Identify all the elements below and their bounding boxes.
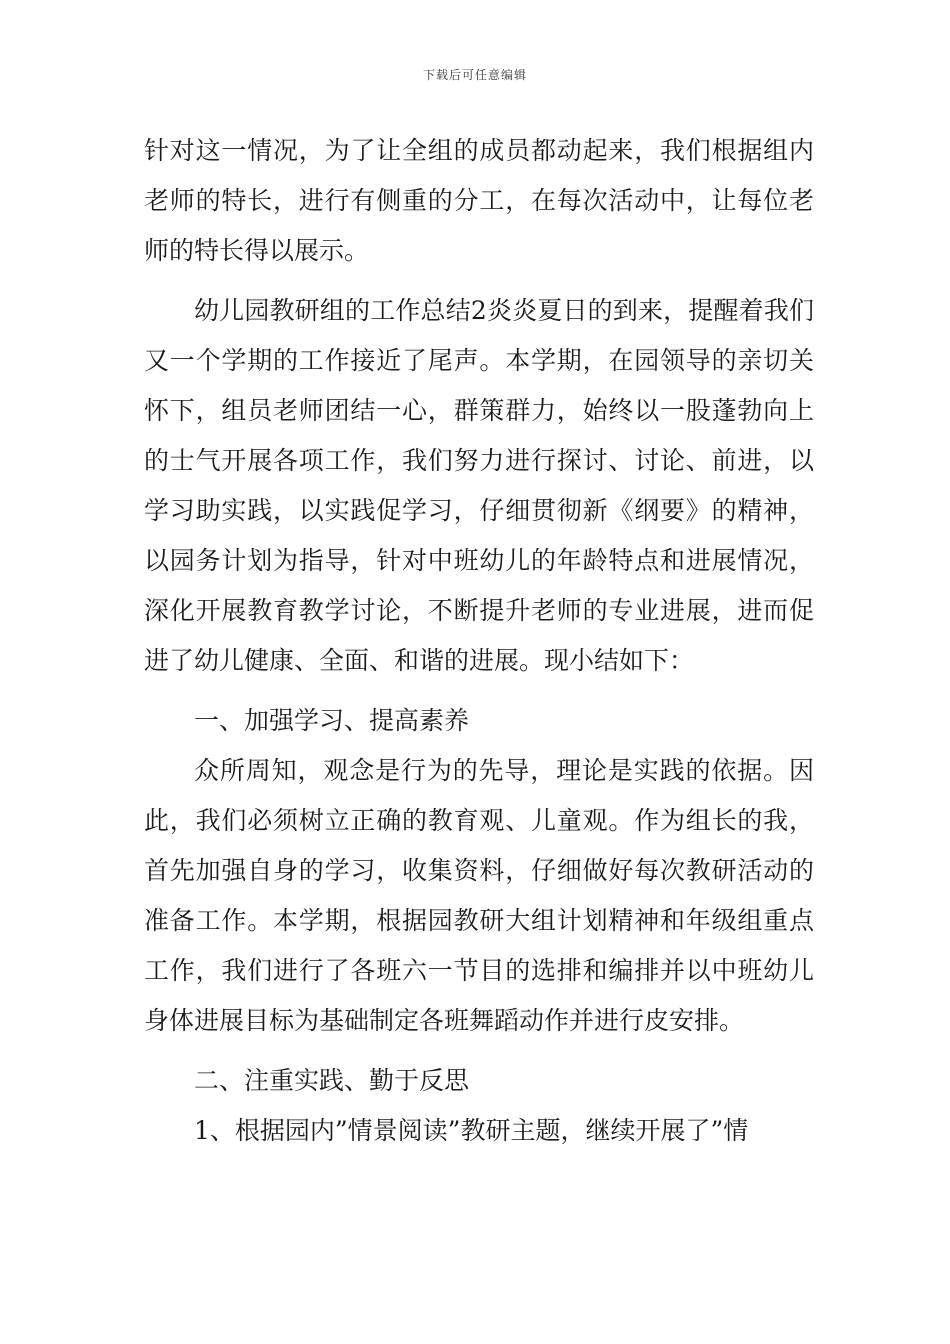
- page-header-note: 下载后可任意编辑: [422, 68, 527, 82]
- document-body: [144, 126, 814, 1156]
- paragraph-section-1: 众所周知，观念是行为的先导，理论是实践的依据。因此，我们必须树立正确的教育观、儿童观。作为组长的我，首先加强自身的学习，收集资料，仔细做好每次教研活动的准备工作。本学期，根据园教研大组计划精神和年级组重点工作，我们进行了各班六一节目的选排和编排并以中班幼儿身体进展目标为基础制定各班舞蹈动作并进行皮安排。: [144, 756, 814, 1035]
- paragraph-section-2-item-1: 1、根据园内”情景阅读”教研主题，继续开展了”情: [194, 1116, 749, 1145]
- section-heading-2: 二、注重实践、勤于反思: [194, 1066, 470, 1095]
- paragraph-continuation: 针对这一情况，为了让全组的成员都动起来，我们根据组内老师的特长，进行有侧重的分工，在每次活动中，让每位老师的特长得以展示。: [144, 136, 814, 265]
- section-heading-1: 一、加强学习、提高素养: [194, 706, 470, 735]
- paragraph-summary-intro: 幼儿园教研组的工作总结2炎炎夏日的到来，提醒着我们又一个学期的工作接近了尾声。本学期，在园领导的亲切关怀下，组员老师团结一心，群策群力，始终以一股蓬勃向上的士气开展各项工作，我们努力进行探讨、讨论、前进，以学习助实践，以实践促学习，仔细贯彻新《纲要》的精神，以园务计划为指导，针对中班幼儿的年龄特点和进展情况，深化开展教育教学讨论，不断提升老师的专业进展，进而促进了幼儿健康、全面、和谐的进展。现小结如下：: [144, 296, 814, 675]
